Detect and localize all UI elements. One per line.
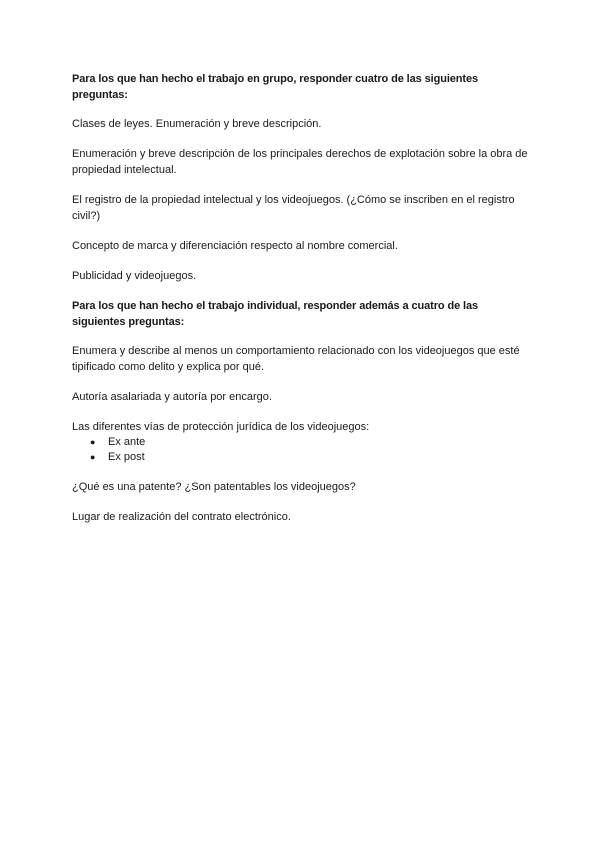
bullet-icon: ● [90, 452, 96, 462]
bullet-icon: ● [90, 437, 96, 447]
list-item-label: Ex post [108, 451, 145, 463]
question-registro-propiedad: El registro de la propiedad intelectual y los videojuegos. (¿Cómo se inscriben en el registro civil?) [72, 194, 515, 222]
question-concepto-marca: Concepto de marca y diferenciación respecto al nombre comercial. [72, 240, 398, 252]
section-group-heading: Para los que han hecho el trabajo en grupo, responder cuatro de las siguientes preguntas: [72, 73, 479, 101]
question-vias-proteccion: Las diferentes vías de protección jurídica de los videojuegos: [72, 421, 370, 433]
list-item [72, 435, 532, 450]
list-item-label: Ex ante [108, 436, 146, 448]
question-derechos-explotacion: Enumeración y breve descripción de los principales derechos de explotación sobre la obra de propiedad intelectual. [72, 148, 528, 176]
list-item [72, 450, 532, 465]
document-content [72, 71, 532, 539]
question-contrato-electronico: Lugar de realización del contrato electrónico. [72, 511, 291, 523]
question-comportamiento-delito: Enumera y describe al menos un comportamiento relacionado con los videojuegos que esté tipificado como delito y explica por qué. [72, 345, 520, 373]
bullet-list-proteccion [72, 435, 532, 465]
section-individual-heading: Para los que han hecho el trabajo individual, responder además a cuatro de las siguientes preguntas: [72, 300, 479, 328]
question-clases-de-leyes: Clases de leyes. Enumeración y breve descripción. [72, 118, 322, 130]
question-publicidad: Publicidad y videojuegos. [72, 270, 197, 282]
question-autoria: Autoría asalariada y autoría por encargo. [72, 391, 272, 403]
question-patente: ¿Qué es una patente? ¿Son patentables los videojuegos? [72, 481, 356, 493]
